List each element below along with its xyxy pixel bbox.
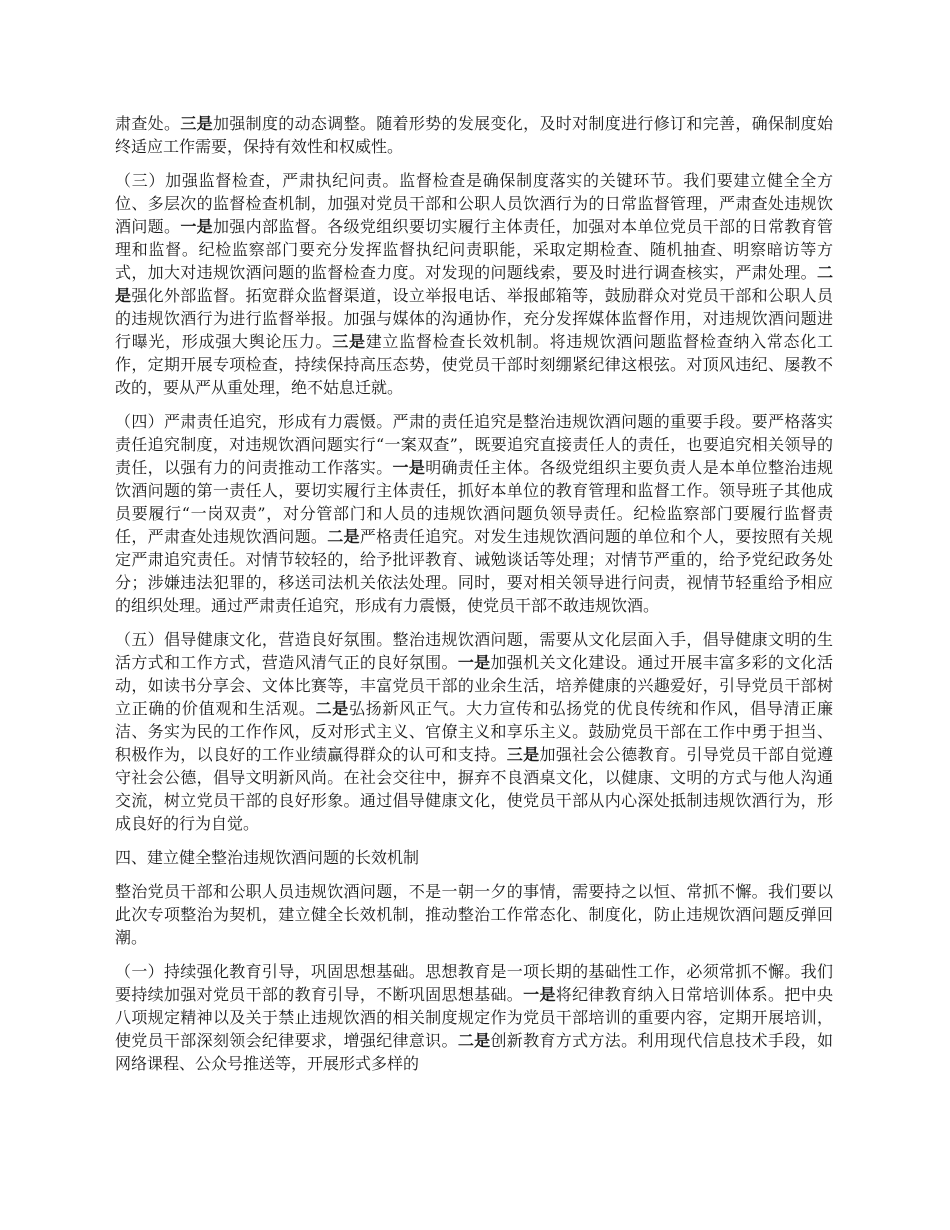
text-run: 弘扬新风正气。大力宣传和弘扬党的优良传统和作风，倡导清正廉洁、务实为民的工作作风，反对形式主义、官僚主义和享乐主义。鼓励党员干部在工作中勇于担当、积极作为，以良好的工作业绩赢得群众的认可和支持。 bbox=[115, 699, 833, 764]
text-run: 加强制度的动态调整。随着形势的发展变化，及时对制度进行修订和完善，确保制度始终适应工作需要，保持有效性和权威性。 bbox=[115, 114, 833, 156]
bold-marker: 一是 bbox=[180, 217, 213, 236]
bold-marker: 三是 bbox=[332, 332, 366, 351]
text-run: 整治党员干部和公职人员违规饮酒问题，不是一朝一夕的事情，需要持之以恒、常抓不懈。我们要以此次专项整治为契机，建立健全长效机制，推动整治工作常态化、制度化，防止违规饮酒问题反弹回潮。 bbox=[115, 882, 833, 947]
paragraph-institution-adjustment bbox=[115, 112, 833, 158]
text-run: 将纪律教育纳入日常培训体系。把中央八项规定精神以及关于禁止违规饮酒的相关制度规定作为党员干部培训的重要内容，定期开展培训，使党员干部深刻领会纪律要求，增强纪律意识。 bbox=[115, 985, 833, 1050]
text-run: 明确责任主体。各级党组织主要负责人是本单位整治违规饮酒问题的第一责任人，要切实履行主体责任，抓好本单位的教育管理和监督工作。领导班子其他成员要履行“一岗双责”，对分管部门和人员的违规饮酒问题负领导责任。纪检监察部门要履行监督责任，严肃查处违规饮酒问题。 bbox=[115, 458, 833, 546]
text-run: 创新教育方式方法。利用现代信息技术手段，如网络课程、公众号推送等，开展形式多样的 bbox=[115, 1031, 833, 1073]
bold-marker: 二是 bbox=[457, 1031, 491, 1050]
text-run: （四）严肃责任追究，形成有力震慑。严肃的责任追究是整治违规饮酒问题的重要手段。要严格落实责任追究制度，对违规饮酒问题实行“一案双查”，既要追究直接责任人的责任，也要追究相关领导的责任，以强有力的问责推动工作落实。 bbox=[115, 412, 833, 477]
bold-marker: 二是 bbox=[115, 263, 833, 305]
paragraph-accountability bbox=[115, 410, 833, 617]
section-heading bbox=[115, 846, 833, 869]
text-run: 加强社会公德教育。引导党员干部自觉遵守社会公德，倡导文明新风尚。在社会交往中，摒弃不良酒桌文化，以健康、文明的方式与他人沟通交流，树立党员干部的良好形象。通过倡导健康文化，使党员干部从内心深处抵制违规饮酒行为，形成良好的行为自觉。 bbox=[115, 745, 833, 833]
text-run: 强化外部监督。拓宽群众监督渠道，设立举报电话、举报邮箱等，鼓励群众对党员干部和公职人员的违规饮酒行为进行监督举报。加强与媒体的沟通协作，充分发挥媒体监督作用，对违规饮酒问题进行曝光，形成强大舆论压力。 bbox=[115, 286, 833, 351]
text-run: 加强内部监督。各级党组织要切实履行主体责任，加强对本单位党员干部的日常教育管理和监督。纪检监察部门要充分发挥监督执纪问责职能，采取定期检查、随机抽查、明察暗访等方式，加大对违规饮酒问题的监督检查力度。对发现的问题线索，要及时进行调查核实，严肃处理。 bbox=[115, 217, 833, 282]
bold-marker: 一是 bbox=[523, 985, 556, 1004]
text-run: （三）加强监督检查，严肃执纪问责。监督检查是确保制度落实的关键环节。我们要建立健全全方位、多层次的监督检查机制，加强对党员干部和公职人员饮酒行为的日常监督管理，严肃查处违规饮酒问题。 bbox=[115, 171, 833, 236]
text-run: 建立监督检查长效机制。将违规饮酒问题监督检查纳入常态化工作，定期开展专项检查，持续保持高压态势，使党员干部时刻绷紧纪律这根弦。对顶风违纪、屡教不改的，要从严从重处理，绝不姑息迁就。 bbox=[115, 332, 833, 397]
bold-marker: 一是 bbox=[392, 458, 426, 477]
text-run: 严格责任追究。对发生违规饮酒问题的单位和个人，要按照有关规定严肃追究责任。对情节较轻的，给予批评教育、诫勉谈话等处理；对情节严重的，给予党纪政务处分；涉嫌违法犯罪的，移送司法机关依法处理。同时，要对相关领导进行问责，视情节轻重给予相应的组织处理。通过严肃责任追究，形成有力震慑，使党员干部不敢违规饮酒。 bbox=[115, 527, 833, 615]
document-page bbox=[115, 112, 833, 1086]
paragraph-education-guidance bbox=[115, 960, 833, 1075]
section-heading-text: 四、建立健全整治违规饮酒问题的长效机制 bbox=[115, 848, 420, 867]
paragraph-healthy-culture bbox=[115, 628, 833, 835]
paragraph-long-term-intro bbox=[115, 880, 833, 949]
bold-marker: 二是 bbox=[327, 527, 360, 546]
bold-marker: 三是 bbox=[506, 745, 540, 764]
bold-marker: 三是 bbox=[180, 114, 213, 133]
text-run: 肃查处。 bbox=[115, 114, 181, 133]
bold-marker: 二是 bbox=[315, 699, 349, 718]
text-run: 加强机关文化建设。通过开展丰富多彩的文化活动，如读书分享会、文体比赛等，丰富党员干部的业余生活，培养健康的兴趣爱好，引导党员干部树立正确的价值观和生活观。 bbox=[115, 653, 833, 718]
text-run: （五）倡导健康文化，营造良好氛围。整治违规饮酒问题，需要从文化层面入手，倡导健康文明的生活方式和工作方式，营造风清气正的良好氛围。 bbox=[115, 630, 833, 672]
bold-marker: 一是 bbox=[457, 653, 491, 672]
paragraph-supervision-inspection bbox=[115, 169, 833, 399]
text-run: （一）持续强化教育引导，巩固思想基础。思想教育是一项长期的基础性工作，必须常抓不懈。我们要持续加强对党员干部的教育引导，不断巩固思想基础。 bbox=[115, 962, 833, 1004]
